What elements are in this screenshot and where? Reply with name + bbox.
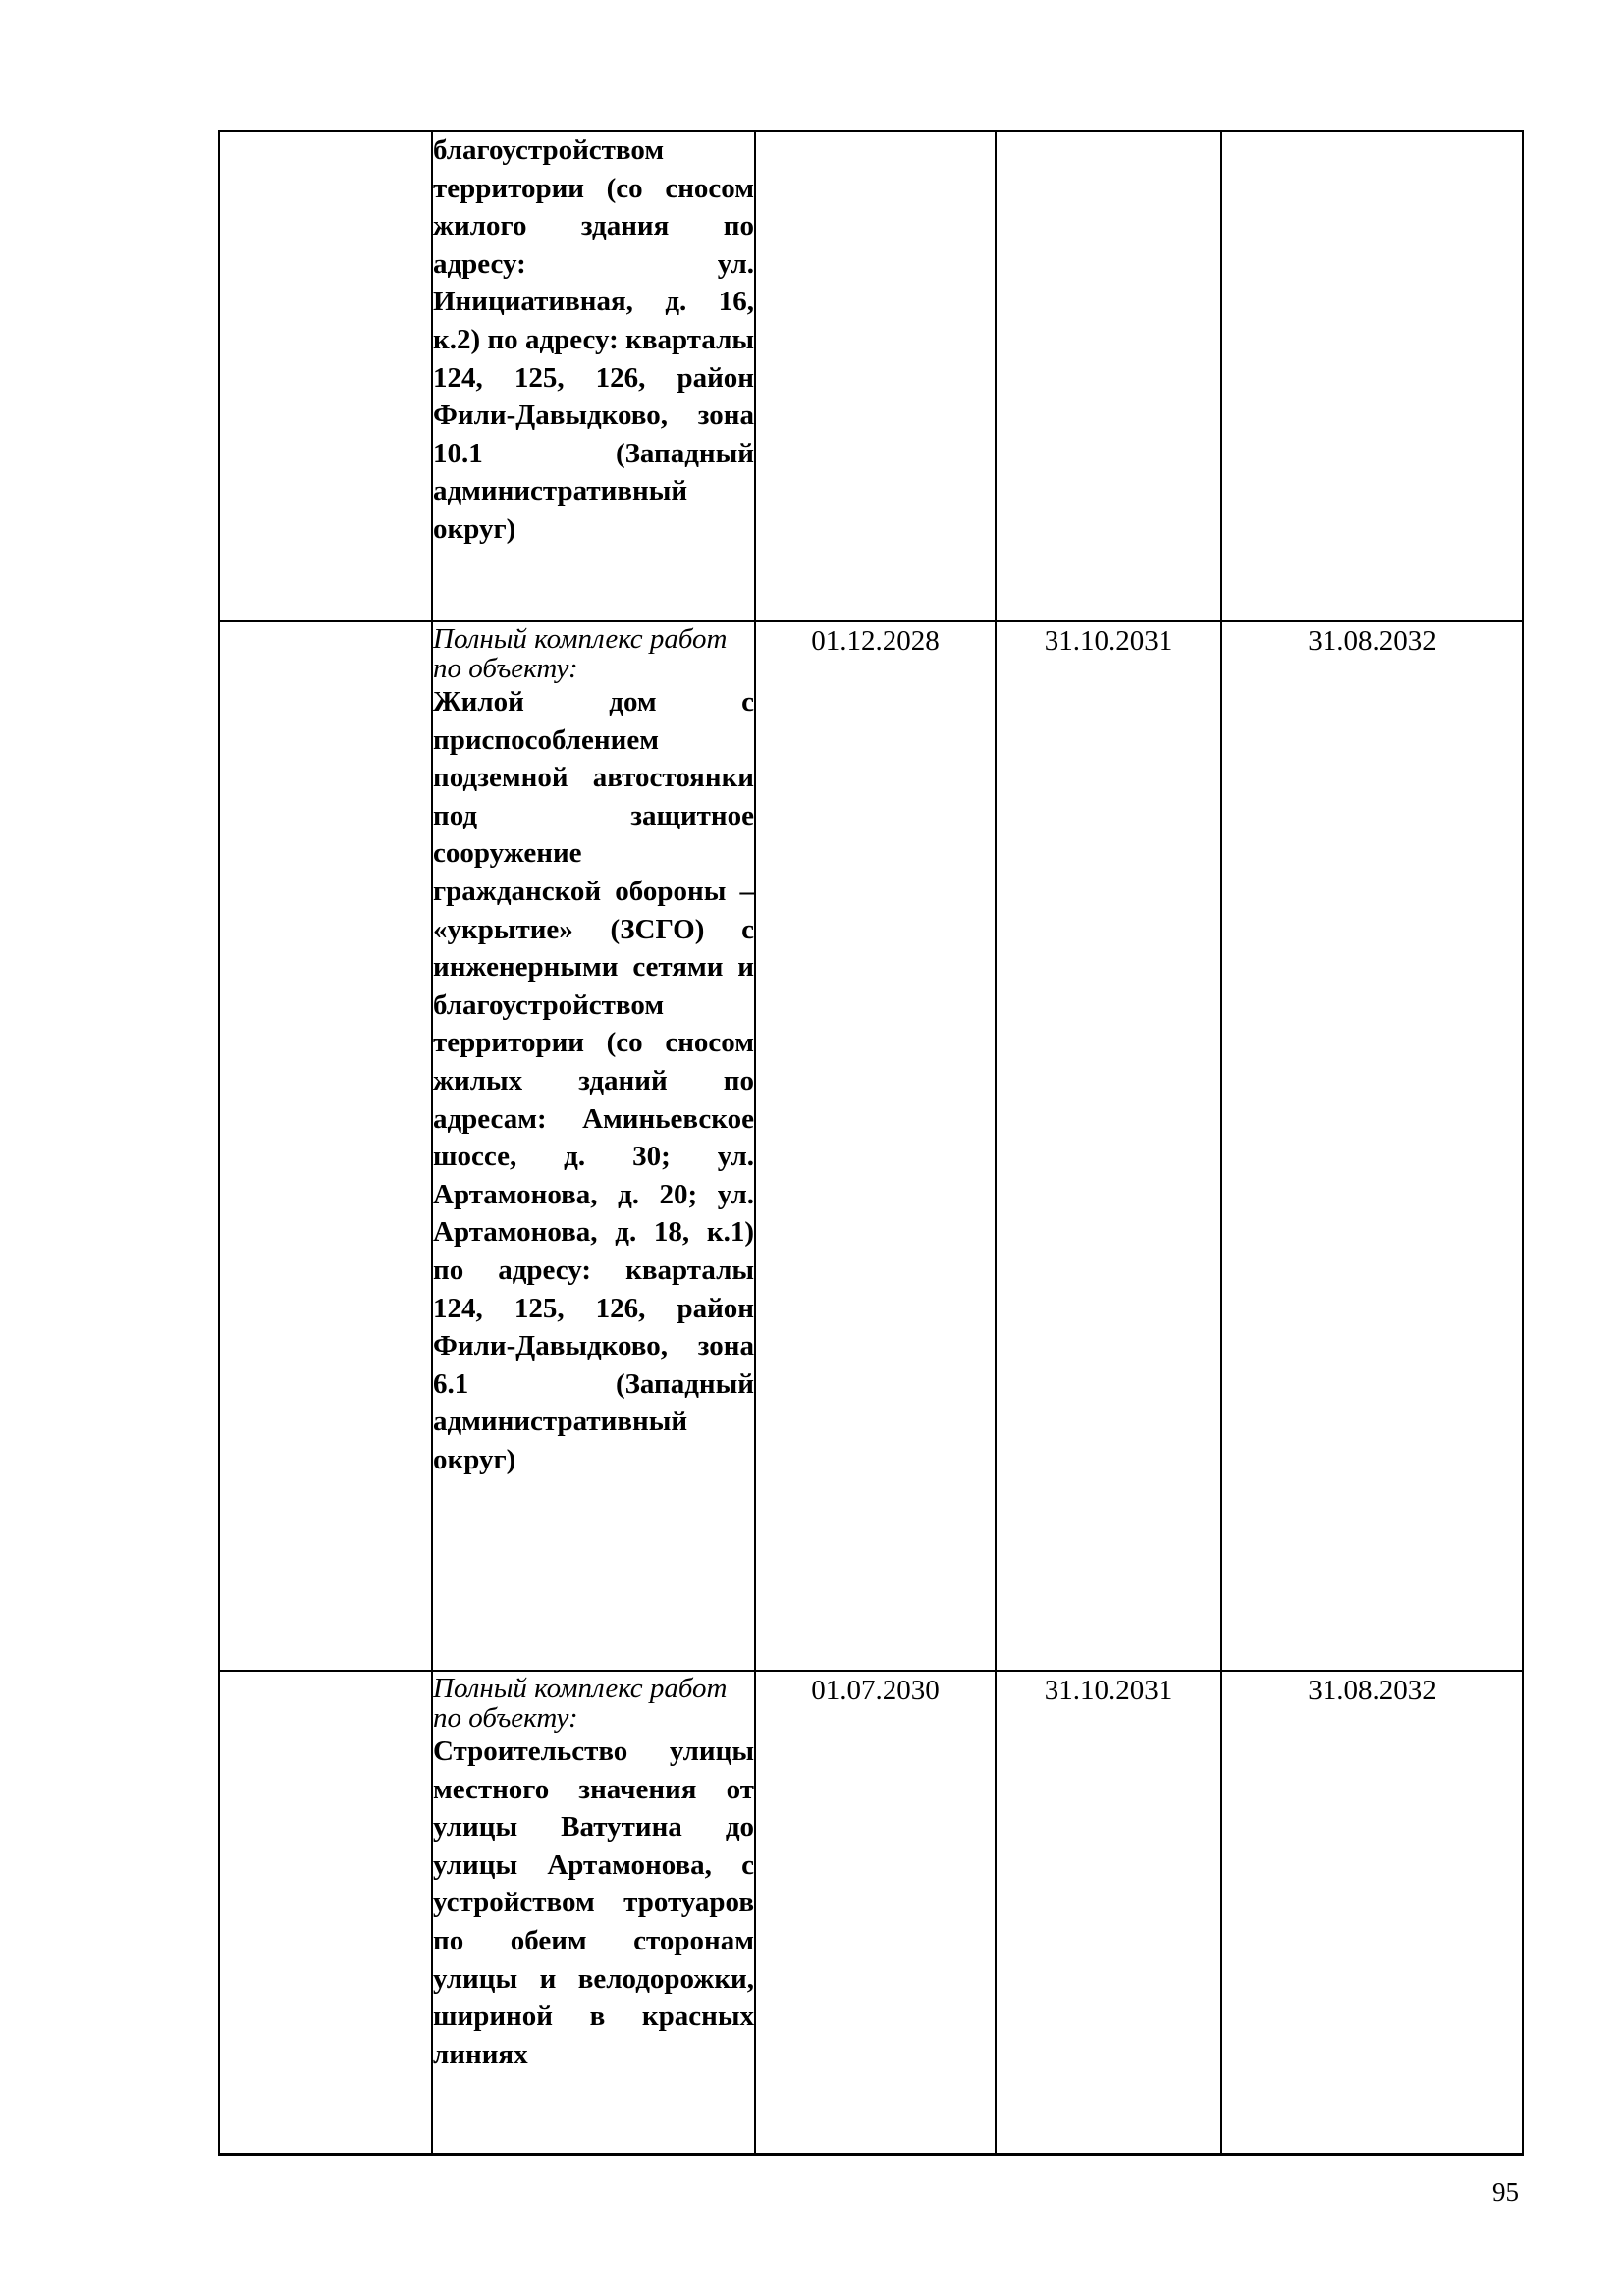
empty-cell <box>219 131 432 621</box>
end-date-cell: 31.10.2031 <box>996 1671 1221 2154</box>
table-row <box>219 131 1523 621</box>
object-description: Строительство улицы местного значения от улицы Ватутина до улицы Артамонова, с устройством тротуаров по обеим сторонам улицы и велодорожки, шириной в красных линиях <box>433 1735 754 2070</box>
object-description-cell <box>432 621 755 1671</box>
object-intro: Полный комплекс работ по объекту: <box>433 623 728 684</box>
object-description: Жилой дом с приспособлением подземной автостоянки под защитное сооружение гражданской обороны – «укрытие» (ЗСГО) с инженерными сетями и благоустройством территории (со сносом жилых зданий по адресам: Аминьевское шоссе, д. 30; ул. Артамонова, д. 20; ул. Артамонова, д. 18, к.1) по адресу: кварталы 124, 125, 126, район Фили-Давыдково, зона 6.1 (Западный административный округ) <box>433 686 754 1475</box>
end-date-cell <box>996 131 1221 621</box>
page-number: 95 <box>1492 2177 1519 2207</box>
start-date-cell: 01.12.2028 <box>755 621 996 1671</box>
object-description-cell <box>432 131 755 621</box>
table-row <box>219 621 1523 1671</box>
object-intro: Полный комплекс работ по объекту: <box>433 1673 728 1734</box>
table-row <box>219 1671 1523 2154</box>
schedule-table <box>218 130 1524 2156</box>
object-description: благоустройством территории (со сносом жилого здания по адресу: ул. Инициативная, д. 16, к.2) по адресу: кварталы 124, 125, 126, район Фили-Давыдково, зона 10.1 (Западный административный округ) <box>433 134 754 545</box>
end-date-cell: 31.10.2031 <box>996 621 1221 1671</box>
start-date-cell: 01.07.2030 <box>755 1671 996 2154</box>
commission-date-cell: 31.08.2032 <box>1221 1671 1523 2154</box>
commission-date-cell <box>1221 131 1523 621</box>
object-description-cell <box>432 1671 755 2154</box>
start-date-cell <box>755 131 996 621</box>
empty-cell <box>219 621 432 1671</box>
empty-cell <box>219 1671 432 2154</box>
commission-date-cell: 31.08.2032 <box>1221 621 1523 1671</box>
